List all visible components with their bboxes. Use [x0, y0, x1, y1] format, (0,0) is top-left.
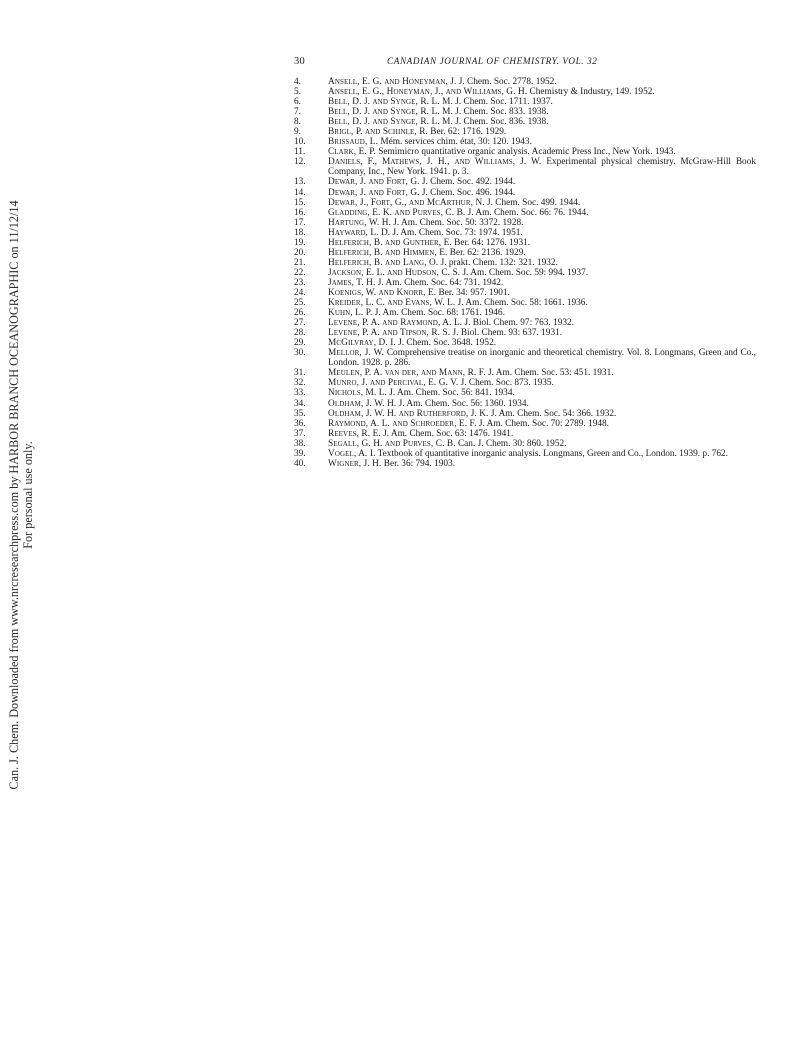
reference-item — [294, 208, 756, 218]
reference-number: 7. — [294, 107, 301, 118]
reference-number: 36. — [294, 418, 306, 429]
reference-item — [294, 97, 756, 107]
reference-number: 11. — [294, 147, 306, 158]
reference-number: 10. — [294, 137, 306, 148]
reference-citation: J. Am. Chem. Soc. 54: 366. 1932. — [488, 408, 617, 419]
reference-citation: J. Chem. Soc. 499. 1944. — [484, 197, 581, 208]
reference-authors: Levene, P. A. and Tipson, R. S. — [328, 328, 451, 339]
reference-item — [294, 198, 756, 208]
reference-item — [294, 368, 756, 378]
reference-number: 13. — [294, 177, 306, 188]
reference-number: 31. — [294, 368, 306, 379]
reference-authors: Hayward, L. D. — [328, 227, 391, 238]
reference-item — [294, 147, 756, 157]
reference-item — [294, 449, 756, 459]
reference-authors: Raymond, A. L. and Schroeder, E. F. — [328, 418, 477, 429]
reference-authors: Brigl, P. and Schinle, R. — [328, 127, 428, 138]
reference-number: 12. — [294, 157, 306, 168]
reference-item — [294, 117, 756, 127]
reference-authors: Helferich, B. and Lang, O. — [328, 257, 439, 268]
reference-authors: Bell, D. J. and Synge, R. L. M. — [328, 107, 453, 118]
reference-number: 8. — [294, 117, 301, 128]
reference-citation: Semimicro quantitative organic analysis. Academic Press Inc., New York. 1943. — [375, 147, 676, 158]
reference-authors: Dewar, J., Fort, G., and McArthur, N. — [328, 197, 485, 208]
reference-item — [294, 107, 756, 117]
reference-citation: J. Chem. Soc. 496. 1944. — [419, 187, 516, 198]
reference-authors: Clark, E. P. — [328, 147, 376, 158]
reference-number: 19. — [294, 237, 306, 248]
reference-item — [294, 328, 756, 338]
reference-item — [294, 419, 756, 429]
reference-citation: J. Biol. Chem. 93: 637. 1931. — [450, 328, 563, 339]
reference-authors: Meulen, P. A. van der, and Mann, R. F. — [328, 368, 486, 379]
reference-citation: Comprehensive treatise on inorganic and theoretical chemistry. Vol. 8. Longmans, Green and Co., London. 1928. p. 286. — [328, 348, 756, 369]
reference-authors: Dewar, J. and Fort, G. — [328, 177, 420, 188]
reference-citation: J. Am. Chem. Soc. 63: 1476. 1941. — [380, 428, 514, 439]
reference-citation: Mém. services chim. état, 30: 120. 1943. — [378, 137, 532, 148]
reference-authors: James, T. H. — [328, 277, 376, 288]
reference-number: 24. — [294, 287, 306, 298]
reference-number: 23. — [294, 277, 306, 288]
reference-authors: Kreider, L. C. and Evans, W. L. — [328, 298, 456, 309]
reference-citation: J. Am. Chem. Soc. 56: 841. 1934. — [386, 388, 515, 399]
reference-citation: J. Chem. Soc. 2778. 1952. — [456, 77, 557, 87]
reference-item — [294, 248, 756, 258]
reference-item — [294, 77, 756, 87]
reference-item — [294, 439, 756, 449]
reference-number: 26. — [294, 308, 306, 319]
reference-item — [294, 348, 756, 368]
reference-number: 25. — [294, 298, 306, 309]
reference-authors: McGilvray, D. I. — [328, 338, 396, 349]
reference-authors: Helferich, B. and Himmen, E. — [328, 247, 448, 258]
reference-citation: J. Chem. Soc. 3648. 1952. — [395, 338, 497, 349]
reference-number: 6. — [294, 97, 301, 108]
reference-citation: J. Am. Chem. Soc. 59: 994. 1937. — [460, 267, 589, 278]
reference-citation: J. Am. Chem. Soc. 64: 731. 1942. — [375, 277, 504, 288]
reference-citation: J. Chem. Soc. 873. 1935. — [458, 378, 554, 389]
download-notice-line-2: For personal use only. — [21, 441, 35, 549]
reference-item — [294, 228, 756, 238]
reference-citation: J. Am. Chem. Soc. 50: 3372. 1928. — [390, 217, 524, 228]
reference-citation: J. Am. Chem. Soc. 53: 451. 1931. — [485, 368, 614, 379]
reference-number: 4. — [294, 77, 301, 87]
reference-item — [294, 388, 756, 398]
reference-number: 9. — [294, 127, 301, 138]
reference-item — [294, 137, 756, 147]
reference-item — [294, 318, 756, 328]
reference-list — [294, 77, 756, 469]
reference-authors: Vogel, A. I. — [328, 448, 376, 459]
reference-citation: Can. J. Chem. 30: 860. 1952. — [455, 438, 567, 449]
reference-item — [294, 338, 756, 348]
reference-citation: J. Am. Chem. Soc. 68: 1761. 1946. — [372, 308, 505, 319]
reference-authors: Oldham, J. W. H. and Rutherford, J. K. — [328, 408, 489, 419]
reference-number: 22. — [294, 267, 306, 278]
download-notice — [7, 170, 67, 820]
reference-number: 34. — [294, 398, 306, 409]
reference-number: 39. — [294, 448, 306, 459]
reference-authors: Gladding, E. K. and Purves, C. B. — [328, 207, 466, 218]
reference-item — [294, 308, 756, 318]
reference-number: 30. — [294, 348, 306, 359]
reference-citation: Ber. 62: 2136. 1929. — [447, 247, 526, 258]
reference-item — [294, 378, 756, 388]
reference-item — [294, 399, 756, 409]
reference-citation: Ber. 34: 957. 1901. — [436, 287, 510, 298]
reference-citation: Experimental physical chemistry. McGraw-Hill Book Company, Inc., New York. 1941. p. 3. — [328, 157, 756, 178]
reference-citation: J. Am. Chem. Soc. 66: 76. 1944. — [465, 207, 589, 218]
reference-number: 16. — [294, 207, 306, 218]
reference-authors: Segall, G. H. and Purves, C. B. — [328, 438, 456, 449]
reference-number: 18. — [294, 227, 306, 238]
reference-item — [294, 429, 756, 439]
reference-citation: J. Am. Chem. Soc. 73: 1974. 1951. — [390, 227, 523, 238]
reference-citation: J. prakt. Chem. 132: 321. 1932. — [438, 257, 558, 268]
reference-number: 20. — [294, 247, 306, 258]
reference-authors: Dewar, J. and Fort, G. — [328, 187, 420, 198]
reference-item — [294, 278, 756, 288]
reference-number: 40. — [294, 458, 306, 469]
reference-authors: Brissaud, L. — [328, 137, 379, 148]
reference-item — [294, 157, 756, 177]
reference-citation: J. Am. Chem. Soc. 58: 1661. 1936. — [455, 298, 588, 309]
reference-number: 5. — [294, 87, 301, 98]
reference-number: 29. — [294, 338, 306, 349]
reference-citation: J. Am. Chem. Soc. 70: 2789. 1948. — [476, 418, 609, 429]
reference-citation: J. Biol. Chem. 97: 763. 1932. — [462, 318, 574, 329]
download-notice-line-1: Can. J. Chem. Downloaded from www.nrcresearchpress.com by HARBOR BRANCH OCEANOGRAPHIC on 11/12/14 — [7, 200, 21, 790]
reference-item — [294, 238, 756, 248]
reference-authors: Levene, P. A. and Raymond, A. L. — [328, 318, 463, 329]
reference-authors: Kuhn, L. P. — [328, 308, 373, 319]
reference-item — [294, 188, 756, 198]
reference-citation: J. Chem. Soc. 492. 1944. — [419, 177, 516, 188]
reference-number: 15. — [294, 197, 306, 208]
reference-item — [294, 298, 756, 308]
reference-item — [294, 218, 756, 228]
reference-item — [294, 409, 756, 419]
reference-item — [294, 268, 756, 278]
reference-number: 32. — [294, 378, 306, 389]
reference-authors: Daniels, F., Mathews, J. H., and Williams, J. W. — [328, 157, 542, 168]
reference-citation: Ber. 36: 794. 1903. — [381, 458, 456, 469]
reference-number: 21. — [294, 257, 306, 268]
reference-citation: Ber. 64: 1276. 1931. — [451, 237, 531, 248]
reference-number: 27. — [294, 318, 306, 329]
reference-citation: Ber. 62: 1716. 1929. — [427, 127, 507, 138]
reference-authors: Oldham, J. W. H. — [328, 398, 397, 409]
reference-item — [294, 258, 756, 268]
reference-number: 38. — [294, 438, 306, 449]
reference-number: 14. — [294, 187, 306, 198]
reference-item — [294, 288, 756, 298]
reference-item — [294, 459, 756, 469]
reference-authors: Munro, J. and Percival, E. G. V. — [328, 378, 459, 389]
reference-item — [294, 127, 756, 137]
reference-authors: Koenigs, W. and Knorr, E. — [328, 287, 437, 298]
reference-citation: J. Chem. Soc. 836. 1938. — [452, 117, 549, 128]
reference-number: 33. — [294, 388, 306, 399]
reference-authors: Nichols, M. L. — [328, 388, 387, 399]
reference-number: 17. — [294, 217, 306, 228]
reference-authors: Hartung, W. H. — [328, 217, 391, 228]
running-head: CANADIAN JOURNAL OF CHEMISTRY. VOL. 32 — [387, 56, 598, 66]
reference-citation: J. Chem. Soc. 833. 1938. — [452, 107, 549, 118]
reference-item — [294, 87, 756, 97]
reference-citation: Textbook of quantitative inorganic analysis. Longmans, Green and Co., London. 1939. p. 762. — [375, 448, 728, 459]
reference-number: 35. — [294, 408, 306, 419]
page-number: 30 — [294, 56, 305, 67]
reference-authors: Mellor, J. W. — [328, 348, 385, 359]
reference-authors: Jackson, E. L. and Hudson, C. S. — [328, 267, 461, 278]
reference-citation: J. Chem. Soc. 1711. 1937. — [452, 97, 553, 108]
reference-authors: Bell, D. J. and Synge, R. L. M. — [328, 117, 453, 128]
reference-number: 37. — [294, 428, 306, 439]
reference-citation: J. Am. Chem. Soc. 56: 1360. 1934. — [396, 398, 529, 409]
reference-authors: Wigner, J. H. — [328, 458, 382, 469]
reference-authors: Helferich, B. and Gunther, E. — [328, 237, 452, 248]
reference-number: 28. — [294, 328, 306, 339]
reference-authors: Ansell, E. G., Honeyman, J., and Williams, G. H. — [328, 87, 528, 98]
reference-authors: Ansell, E. G. and Honeyman, J. — [328, 77, 457, 87]
reference-citation: Chemistry & Industry, 149. 1952. — [527, 87, 655, 98]
reference-item — [294, 177, 756, 187]
reference-authors: Bell, D. J. and Synge, R. L. M. — [328, 97, 453, 108]
reference-authors: Reeves, R. E. — [328, 428, 381, 439]
